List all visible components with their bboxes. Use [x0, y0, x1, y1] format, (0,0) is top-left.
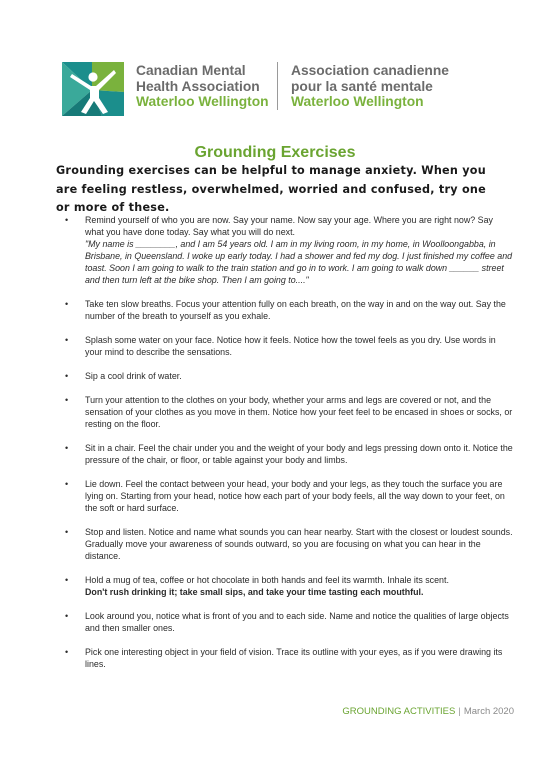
list-item-text: Lie down. Feel the contact between your head, your body and your legs, as they touch the surface you are lying on. Starting from your head, notice how each part of your body feels, all the way down to your feet, on the soft or hard surface.	[85, 479, 505, 513]
list-item-text: Stop and listen. Notice and name what sounds you can hear nearby. Start with the closest or loudest sounds. Gradually move your awareness of sounds outward, so you are focusing on what you can hear in the distance.	[85, 527, 513, 561]
list-item	[63, 370, 513, 382]
list-item-text: Splash some water on your face. Notice how it feels. Notice how the towel feels as you dry. Use words in your mind to describe the sensations.	[85, 335, 496, 357]
list-item	[63, 526, 513, 562]
list-item-text: Turn your attention to the clothes on your body, whether your arms and legs are covered or not, and the sensation of your clothes as you move in them. Notice how your feet feel to be encased in shoes or socks, or resting on the floor.	[85, 395, 513, 429]
bullet-icon: •	[65, 371, 69, 381]
list-item-text: Sit in a chair. Feel the chair under you and the weight of your body and legs pressing down onto it. Notice the pressure of the chair, or floor, or table against your body and limbs.	[85, 443, 513, 465]
list-item	[63, 298, 513, 322]
bullet-icon: •	[65, 395, 69, 405]
footer-separator: |	[458, 706, 461, 717]
list-item-text: Take ten slow breaths. Focus your attention fully on each breath, on the way in and on the way out. Say the number of the breath to yourself as you exhale.	[85, 299, 506, 321]
header-divider	[277, 62, 278, 110]
bullet-icon: •	[65, 443, 69, 453]
list-item	[63, 394, 513, 430]
bullet-icon: •	[65, 611, 69, 621]
list-item-text: Hold a mug of tea, coffee or hot chocolate in both hands and feel its warmth. Inhale its scent.	[85, 575, 449, 585]
org-name-french	[291, 63, 449, 110]
list-item	[63, 646, 513, 670]
exercise-list	[63, 214, 513, 682]
org-en-line-1: Canadian Mental	[136, 63, 246, 78]
page-footer	[342, 706, 514, 717]
list-item	[63, 574, 513, 598]
list-item-text: Look around you, notice what is front of you and to each side. Name and notice the qualities of large objects and then smaller ones.	[85, 611, 509, 633]
bullet-icon: •	[65, 575, 69, 585]
intro-paragraph: Grounding exercises can be helpful to manage anxiety. When you are feeling restless, overwhelmed, worried and confused, try one or more of these.	[56, 164, 486, 214]
bullet-icon: •	[65, 527, 69, 537]
bullet-icon: •	[65, 215, 69, 225]
footer-label: GROUNDING ACTIVITIES	[342, 706, 456, 717]
list-item-text: Sip a cool drink of water.	[85, 371, 182, 381]
bullet-icon: •	[65, 335, 69, 345]
list-item	[63, 610, 513, 634]
list-item-text: Pick one interesting object in your field of vision. Trace its outline with your eyes, as if you were drawing its lines.	[85, 647, 503, 669]
cmha-figure-logo-icon	[62, 62, 124, 116]
org-name-english	[136, 63, 269, 110]
org-en-region: Waterloo Wellington	[136, 94, 269, 109]
org-en-line-2: Health Association	[136, 78, 260, 94]
page-title: Grounding Exercises	[194, 144, 356, 161]
org-fr-line-1: Association canadienne	[291, 63, 449, 78]
list-item	[63, 334, 513, 358]
org-header	[62, 56, 502, 116]
list-item	[63, 442, 513, 466]
bullet-icon: •	[65, 647, 69, 657]
bullet-icon: •	[65, 299, 69, 309]
list-item	[63, 478, 513, 514]
org-fr-region: Waterloo Wellington	[291, 94, 424, 109]
list-item-text: Remind yourself of who you are now. Say your name. Now say your age. Where you are right now? Say what you have done today. Say what you will do next.	[85, 215, 493, 237]
bullet-icon: •	[65, 479, 69, 489]
list-item-example: "My name is ________, and I am 54 years old. I am in my living room, in my home, in Woolloongabba, in Brisbane, in Queensland. I woke up early today. I had a shower and fed my dog. I just finished my coffee and toast. Soon I am going to walk to the train station and go in to work. I am going to walk down ______ street and then turn left at the bike shop. Then I am going to...."	[85, 239, 513, 285]
footer-date: March 2020	[463, 706, 514, 717]
list-item	[63, 214, 513, 286]
list-item-emphasis: Don't rush drinking it; take small sips, and take your time tasting each mouthful.	[85, 587, 424, 597]
org-fr-line-2: pour la santé mentale	[291, 78, 433, 94]
